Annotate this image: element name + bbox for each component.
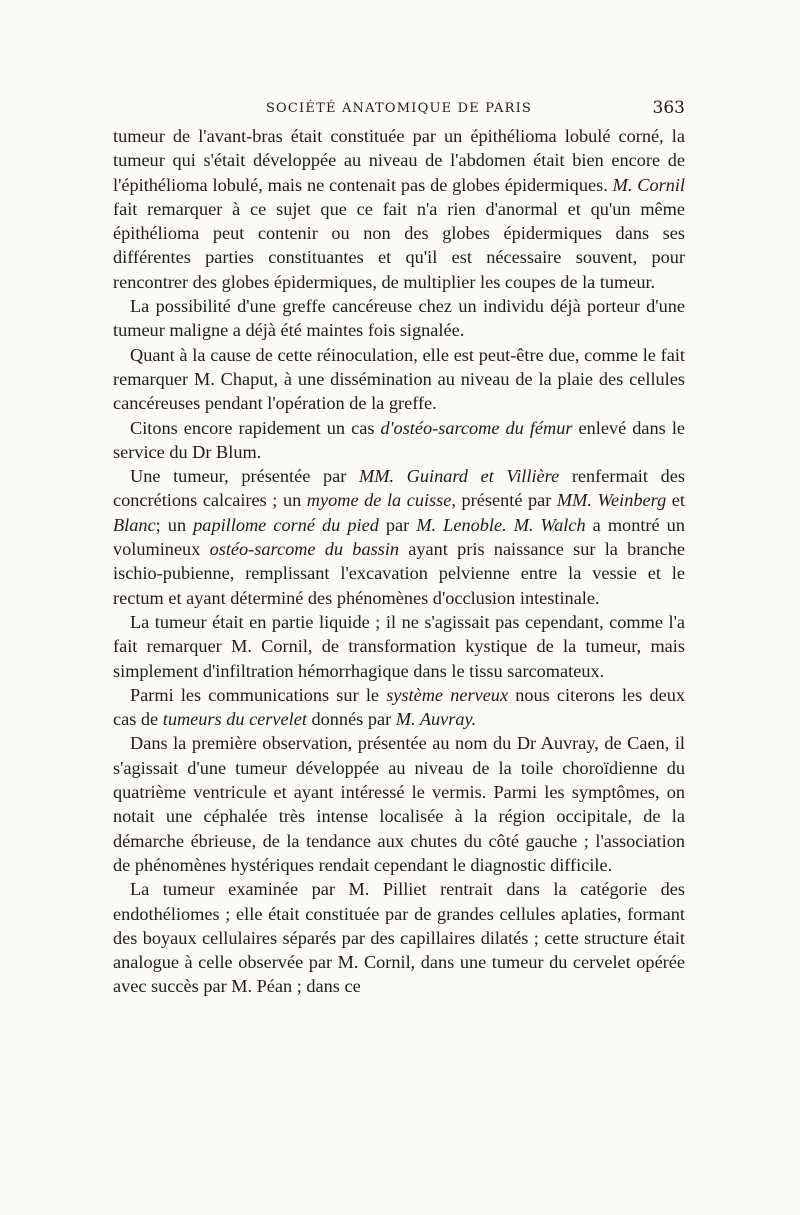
text-run: renfermait des concrétions calcaires ; un [113,466,685,511]
text-run: par [385,514,410,535]
paragraph-1-text: tumeur de l'avant-bras était constituée par un épithélioma lobulé corné, la tumeur qui s'était développée au niveau de l'abdomen était bien encore de l'épithélioma lobulé, mais ne contenait pas de globes épidermiques. [113,126,685,195]
author-name: M. Cornil [612,174,686,195]
text-run: ; un [155,514,187,535]
italic-term: d'ostéo-sarcome du fémur [380,417,573,438]
italic-term: M. Lenoble. M. Walch [416,514,586,535]
paragraph-5 [113,464,685,610]
italic-term: myome de la cuisse, [306,490,456,511]
paragraph-8: Dans la première observation, présentée au nom du Dr Auvray, de Caen, il s'agissait d'une tumeur développée au niveau de la toile choroïdienne du quatrième ventricule et ayant intéressé le vermis. Parmi les symptômes, on notait une céphalée très intense localisée à la région occipitale, de la démarche ébrieuse, de la tendance aux chutes du côté gauche ; l'association de phénomènes hystériques rendait cependant le diagnostic difficile. [113,733,685,875]
text-run: ayant pris naissance sur la branche ischio-pubienne, remplissant l'excavation pelvienne entre la vessie et le rectum et ayant déterminé des phénomènes d'occlusion intestinale. [113,539,685,608]
paragraph-1-rest: fait remarquer à ce sujet que ce fait n'a rien d'anormal et qu'un même épithélioma peut contenir ou non des globes épidermiques dans ses différentes parties constituantes et qu'il est nécessaire souvent, pour rencontrer des globes épidermiques, de multiplier les coupes de la tumeur. [113,198,685,292]
italic-term: Blanc [113,514,156,535]
text-run: Une tumeur, présentée par [130,466,347,487]
text-run: donnés par [311,709,392,730]
paragraph-1 [113,124,685,294]
text-run: enlevé dans le service du Dr Blum. [113,417,686,462]
italic-term: MM. Weinberg [556,490,667,511]
text-run: Parmi les communications sur le [130,684,380,705]
italic-term: M. Auvray. [395,709,477,730]
paragraph-9: La tumeur examinée par M. Pilliet rentrait dans la catégorie des endothéliomes ; elle était constituée par de grandes cellules aplaties, formant des boyaux cellulaires séparés par des capillaires dilatés ; cette structure était analogue à celle observée par M. Cornil, dans une tumeur du cervelet opérée avec succès par M. Péan ; dans ce [113,879,685,997]
paragraph-6: La tumeur était en partie liquide ; il ne s'agissait pas cependant, comme l'a fait remarquer M. Cornil, de transformation kystique de la tumeur, mais simplement d'infiltration hémorrhagique dans le tissu sarcomateux. [113,611,685,681]
italic-term: ostéo-sarcome du bassin [209,539,400,560]
text-run: a montré un volumineux [113,514,685,560]
text-run: nous citerons les deux cas de [113,684,685,730]
italic-term: MM. Guinard et Villière [359,466,560,487]
italic-term: papillome corné du pied [193,514,379,535]
page-number: 363 [652,98,685,118]
paragraph-7 [113,683,685,732]
text-run: et [671,490,685,511]
italic-term: tumeurs du cervelet [162,709,307,730]
running-head [113,98,685,120]
body-text [113,124,685,999]
text-run: présenté par [461,490,552,511]
running-title: SOCIÉTÉ ANATOMIQUE DE PARIS [265,101,533,116]
paragraph-2: La possibilité d'une greffe cancéreuse chez un individu déjà porteur d'une tumeur maligne a déjà été maintes fois signalée. [113,296,685,341]
italic-term: système nerveux [386,684,509,705]
text-run: Citons encore rapidement un cas [130,417,375,438]
paragraph-4 [113,416,685,465]
paragraph-3: Quant à la cause de cette réinoculation, elle est peut-être due, comme le fait remarquer M. Chaput, à une dissémination au niveau de la plaie des cellules cancéreuses pendant l'opération de la greffe. [113,344,685,414]
